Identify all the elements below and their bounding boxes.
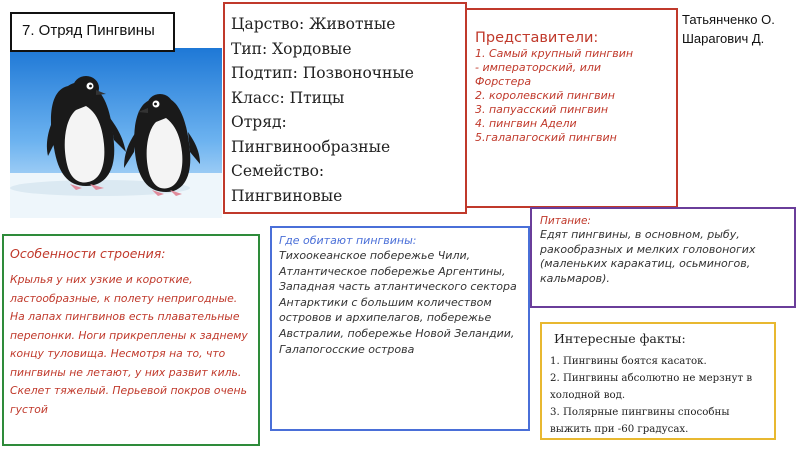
representatives-heading: Представители: (475, 30, 599, 46)
taxonomy-line: Класс: Птицы (231, 88, 345, 107)
habitat-heading: Где обитают пингвины: (279, 234, 417, 247)
food-heading: Питание: (540, 215, 591, 227)
representatives-box (465, 8, 678, 208)
food-text: Едят пингвины, в основном, рыбу, ракообразных и мелких головоногих (маленьких каракатиц, осьминогов, кальмаров). (540, 228, 756, 285)
structure-features-box (2, 234, 260, 446)
penguins-photo (10, 48, 222, 218)
taxonomy-line: Пингвинообразные (231, 137, 391, 156)
facts-heading: Интересные факты: (550, 331, 686, 346)
taxonomy-line: Семейство: (231, 162, 325, 180)
representative-item: - императорский, или (475, 61, 602, 74)
representative-item: 3. папуасский пингвин (475, 103, 609, 116)
taxonomy-line: Тип: Хордовые (231, 39, 352, 58)
habitat-box (270, 226, 530, 431)
fact-item: 3. Полярные пингвины способны выжить при -60 градусах. (550, 407, 730, 435)
taxonomy-line: Пингвиновые (231, 186, 343, 205)
penguins-illustration (10, 48, 222, 218)
authors (682, 10, 800, 48)
fact-item: 1. Пингвины боятся касаток. (550, 356, 707, 367)
representative-item: 5.галапагоский пингвин (475, 131, 617, 144)
taxonomy-box (223, 2, 467, 214)
representative-item: 2. королевский пингвин (475, 89, 615, 102)
food-box (530, 207, 796, 308)
structure-text: Крылья у них узкие и короткие, ластообразные, к полету непригодные. На лапах пингвинов есть плавательные перепонки. Ноги прикреплены к заднему концу туловища. Несмотря на то, что пингвины не летают, у них развит киль. Скелет тяжелый. Перьевой покров очень густой (10, 273, 248, 416)
fact-item: 2. Пингвины абсолютно не мерзнут в холодной вод. (550, 373, 753, 401)
author-name: Татьянченко О. (682, 12, 775, 27)
structure-heading: Особенности строения: (10, 246, 166, 261)
slide-title: 7. Отряд Пингвины (10, 12, 175, 52)
author-name: Шарагович Д. (682, 31, 765, 46)
taxonomy-line: Отряд: (231, 113, 287, 131)
representative-item: 1. Самый крупный пингвин (475, 47, 634, 60)
interesting-facts-box (540, 322, 776, 440)
taxonomy-line: Царство: Животные (231, 15, 396, 33)
habitat-text: Тихоокеанское побережье Чили, Атлантическое побережье Аргентины, Западная часть атлантического сектора Антарктики с большим количеством островов и архипелагов, побережье Австралии, побережье Новой Зеландии, Галапогосские острова (279, 249, 517, 356)
representative-item: Форстера (475, 75, 532, 88)
representative-item: 4. пингвин Адели (475, 117, 577, 130)
facts-list (550, 353, 766, 438)
taxonomy-line: Подтип: Позвоночные (231, 64, 414, 82)
